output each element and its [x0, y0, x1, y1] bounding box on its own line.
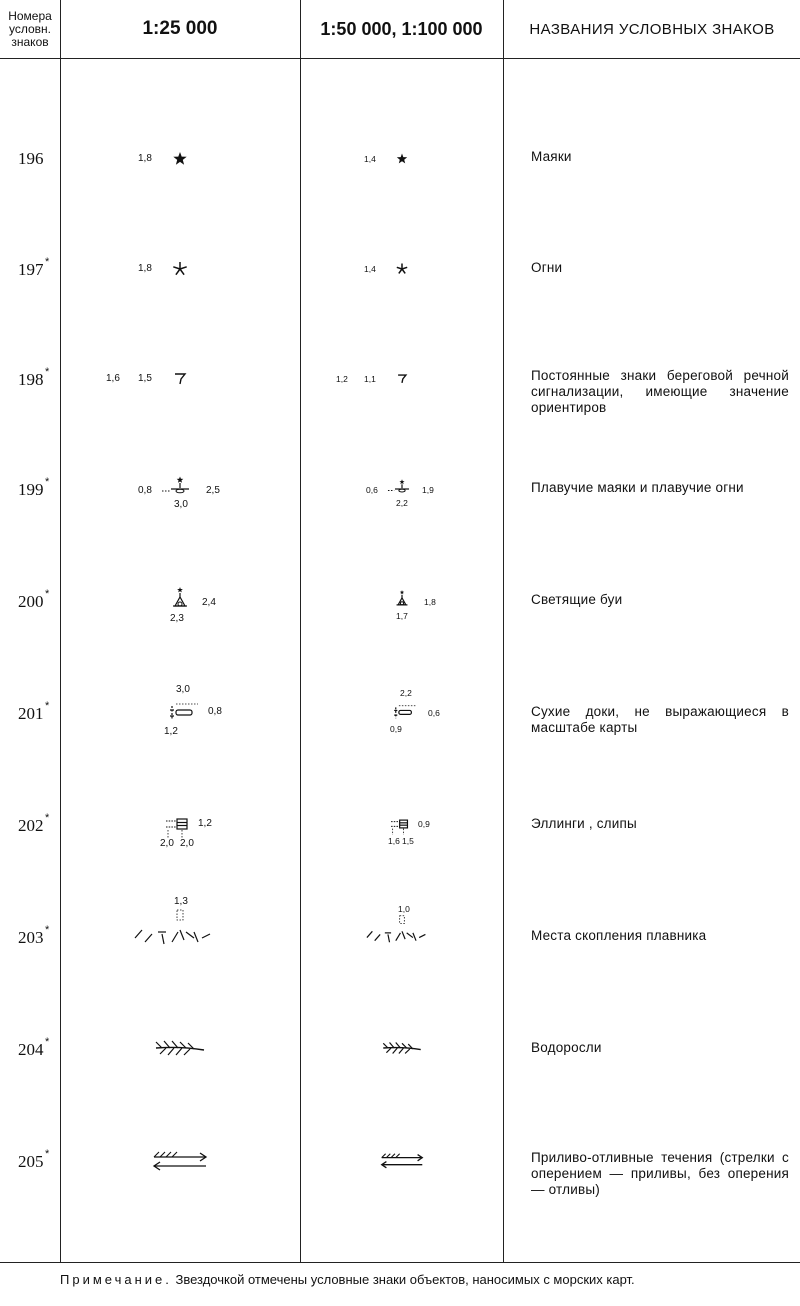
sea-chart-star-icon: *: [45, 1148, 50, 1160]
dimension-label: 0,8: [138, 485, 152, 496]
sea-chart-star-icon: *: [45, 588, 50, 600]
sign-name: Приливо-отливные течения (стрелки с оперением — приливы, без оперения — отливы): [531, 1150, 789, 1197]
dimension-label: 1,9: [422, 485, 434, 495]
sign-name: Маяки: [531, 149, 572, 164]
dimension-label: 1,1: [364, 374, 376, 384]
dimension-label: 1,5: [138, 373, 152, 384]
legend-row: [0, 545, 800, 655]
dimension-label: 1,6: [106, 373, 120, 384]
sign-name: Светящие буи: [531, 592, 623, 607]
sea-chart-star-icon: *: [45, 700, 50, 712]
sea-chart-star-icon: *: [45, 256, 50, 268]
symbol-scale-50000-seaweed-icon: [362, 1018, 442, 1078]
sea-chart-star-icon: *: [45, 812, 50, 824]
dimension-label: 2,2: [396, 498, 408, 508]
dimension-label: 1,4: [364, 154, 376, 164]
dimension-label: 1,2: [336, 374, 348, 384]
dimension-label: 1,3: [174, 896, 188, 907]
legend-row: [0, 103, 800, 213]
sign-number: 204: [18, 1040, 44, 1059]
legend-row: [0, 768, 800, 878]
dimension-label: 1,5: [402, 836, 414, 846]
header-number-column: Номера условн. знаков: [8, 8, 52, 49]
sign-name: Сухие доки, не выражающиеся в масштабе карты: [531, 704, 789, 735]
symbol-scale-50000-driftwood-icon: [362, 906, 442, 966]
sign-number: 203: [18, 928, 44, 947]
dimension-label: 1,8: [138, 153, 152, 164]
dimension-label: 0,9: [390, 724, 402, 734]
dimension-label: 0,9: [418, 819, 430, 829]
legend-row: [0, 880, 800, 990]
dimension-label: 0,6: [366, 485, 378, 495]
dimension-label: 3,0: [174, 499, 188, 510]
sign-name: Постоянные знаки береговой речной сигнализации, имеющие значение ориентиров: [531, 368, 789, 415]
sea-chart-star-icon: *: [45, 366, 50, 378]
dimension-label: 1,2: [164, 726, 178, 737]
symbol-scale-25000-tidal-currents-icon: [140, 1130, 220, 1190]
dimension-label: 2,3: [170, 613, 184, 624]
symbol-scale-25000-shore-signal-icon: [140, 349, 220, 409]
dimension-label: 2,0: [180, 838, 194, 849]
dimension-label: 1,7: [396, 611, 408, 621]
symbol-scale-25000-lighthouse-star-icon: [140, 129, 220, 189]
dimension-label: 1,4: [364, 264, 376, 274]
sign-number: 205: [18, 1152, 44, 1171]
legend-row: [0, 1104, 800, 1214]
dimension-label: 1,0: [398, 904, 410, 914]
dimension-label: 0,6: [428, 708, 440, 718]
header-names-column: НАЗВАНИЯ УСЛОВНЫХ ЗНАКОВ: [529, 20, 775, 38]
symbol-scale-25000-light-star-icon: [140, 239, 220, 299]
sign-name: Огни: [531, 260, 563, 275]
sign-number: 200: [18, 592, 44, 611]
sign-name: Водоросли: [531, 1040, 602, 1055]
dimension-label: 1,8: [424, 597, 436, 607]
dimension-label: 3,0: [176, 684, 190, 695]
legend-row: [0, 433, 800, 543]
sign-number: 202: [18, 816, 44, 835]
legend-row: [0, 656, 800, 766]
dimension-label: 1,2: [198, 818, 212, 829]
sign-number: 199: [18, 480, 44, 499]
sign-number: 201: [18, 704, 44, 723]
footnote: [60, 1272, 760, 1287]
dimension-label: 2,0: [160, 838, 174, 849]
sea-chart-star-icon: *: [45, 1036, 50, 1048]
dimension-label: 2,5: [206, 485, 220, 496]
sign-name: Плавучие маяки и плавучие огни: [531, 480, 744, 495]
legend-row: [0, 213, 800, 323]
header-scale-50000-100000: 1:50 000, 1:100 000: [320, 18, 483, 39]
legend-row: [0, 323, 800, 433]
symbol-scale-25000-seaweed-icon: [140, 1018, 220, 1078]
dimension-label: 0,8: [208, 706, 222, 717]
dimension-label: 2,4: [202, 597, 216, 608]
sea-chart-star-icon: *: [45, 924, 50, 936]
header-divider: [0, 58, 800, 59]
footnote-text: Звездочкой отмечены условные знаки объектов, наносимых с морских карт.: [175, 1272, 635, 1287]
dimension-label: 1,6: [388, 836, 400, 846]
legend-row: [0, 992, 800, 1102]
dimension-label: 1,8: [138, 263, 152, 274]
footnote-label: Примечание.: [60, 1272, 172, 1287]
symbol-scale-25000-driftwood-icon: [140, 906, 220, 966]
header-scale-25000: 1:25 000: [142, 18, 218, 39]
sign-name: Места скопления плавника: [531, 928, 707, 943]
sea-chart-star-icon: *: [45, 476, 50, 488]
sign-number: 198: [18, 370, 44, 389]
sign-number: 196: [18, 149, 44, 168]
dimension-label: 2,2: [400, 688, 412, 698]
sign-number: 197: [18, 260, 44, 279]
symbol-scale-50000-tidal-currents-icon: [362, 1130, 442, 1190]
sign-name: Эллинги , слипы: [531, 816, 637, 831]
